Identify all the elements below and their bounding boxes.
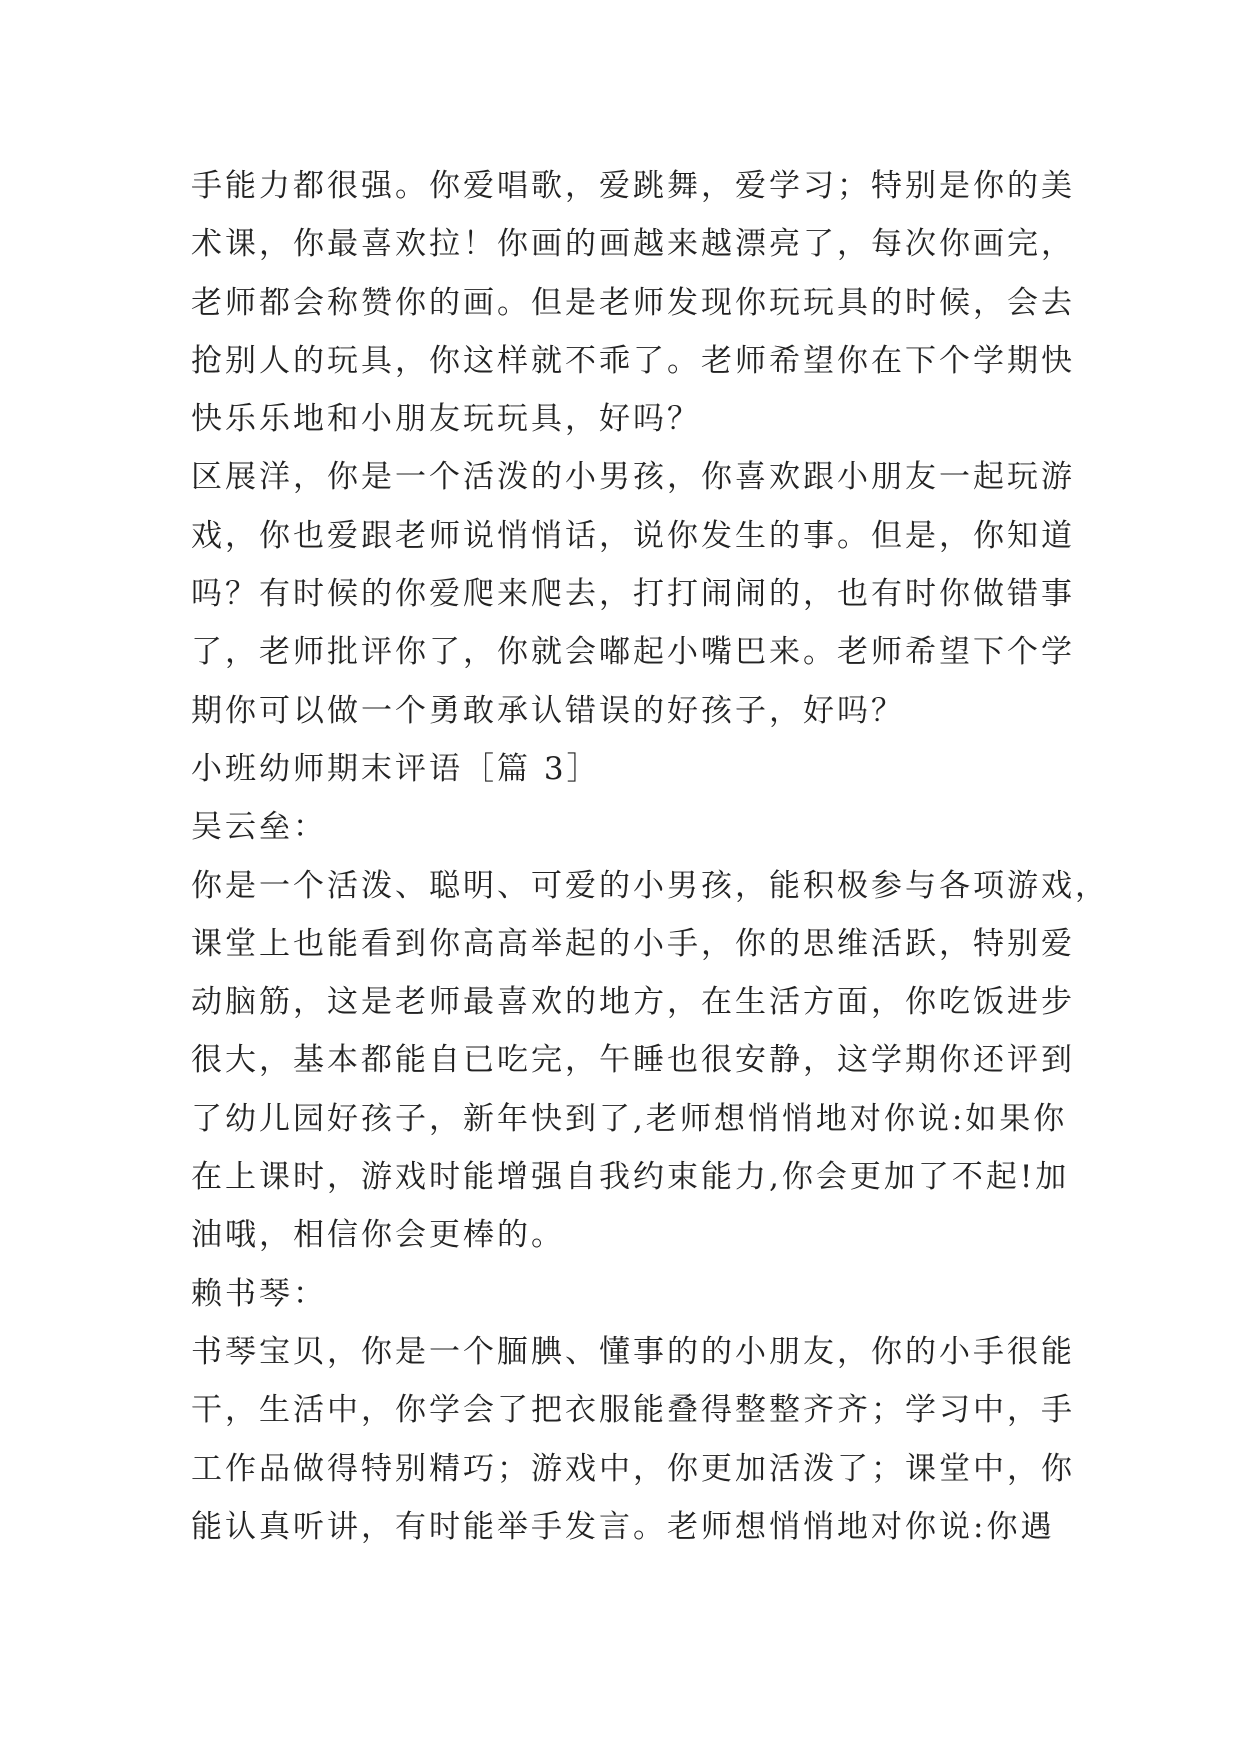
text-line: 干，生活中，你学会了把衣服能叠得整整齐齐；学习中，手 <box>191 1392 1075 1429</box>
text-line: 戏，你也爱跟老师说悄悄话，说你发生的事。但是，你知道 <box>191 517 1075 554</box>
text-line: 区展洋，你是一个活泼的小男孩，你喜欢跟小朋友一起玩游 <box>191 459 1075 496</box>
text-line: 术课，你最喜欢拉！你画的画越来越漂亮了，每次你画完， <box>191 226 1075 263</box>
text-line: 你是一个活泼、聪明、可爱的小男孩，能积极参与各项游戏， <box>191 867 1109 904</box>
text-line: 很大，基本都能自已吃完，午睡也很安静，这学期你还评到 <box>191 1042 1075 1079</box>
document-body <box>191 157 1109 1556</box>
text-line: 吗？有时候的你爱爬来爬去，打打闹闹的，也有时你做错事 <box>191 576 1075 613</box>
text-line: 书琴宝贝，你是一个腼腆、懂事的的小朋友，你的小手很能 <box>191 1333 1075 1370</box>
text-line: 工作品做得特别精巧；游戏中，你更加活泼了；课堂中，你 <box>191 1450 1075 1487</box>
text-line: 抢别人的玩具，你这样就不乖了。老师希望你在下个学期快 <box>191 342 1075 379</box>
text-line: 老师都会称赞你的画。但是老师发现你玩玩具的时候，会去 <box>191 284 1075 321</box>
text-line: 了，老师批评你了，你就会嘟起小嘴巴来。老师希望下个学 <box>191 634 1075 671</box>
text-line: 快乐乐地和小朋友玩玩具，好吗？ <box>191 401 701 438</box>
text-line: 手能力都很强。你爱唱歌，爱跳舞，爱学习；特别是你的美 <box>191 168 1075 204</box>
text-line: 动脑筋，这是老师最喜欢的地方，在生活方面，你吃饭进步 <box>191 984 1075 1021</box>
text-line: 油哦，相信你会更棒的。 <box>191 1217 565 1254</box>
text-line: 期你可以做一个勇敢承认错误的好孩子，好吗？ <box>191 692 905 729</box>
student-name: 赖书琴： <box>191 1275 327 1312</box>
text-line: 了幼儿园好孩子，新年快到了,老师想悄悄地对你说:如果你 <box>191 1100 1068 1137</box>
text-line: 在上课时，游戏时能增强自我约束能力,你会更加了不起!加 <box>191 1159 1070 1196</box>
text-line: 能认真听讲，有时能举手发言。老师想悄悄地对你说:你遇 <box>191 1508 1055 1545</box>
text-line: 课堂上也能看到你高高举起的小手，你的思维活跃，特别爱 <box>191 925 1075 962</box>
student-name: 吴云垒： <box>191 809 327 846</box>
section-heading: 小班幼师期末评语［篇 3］ <box>191 750 601 787</box>
